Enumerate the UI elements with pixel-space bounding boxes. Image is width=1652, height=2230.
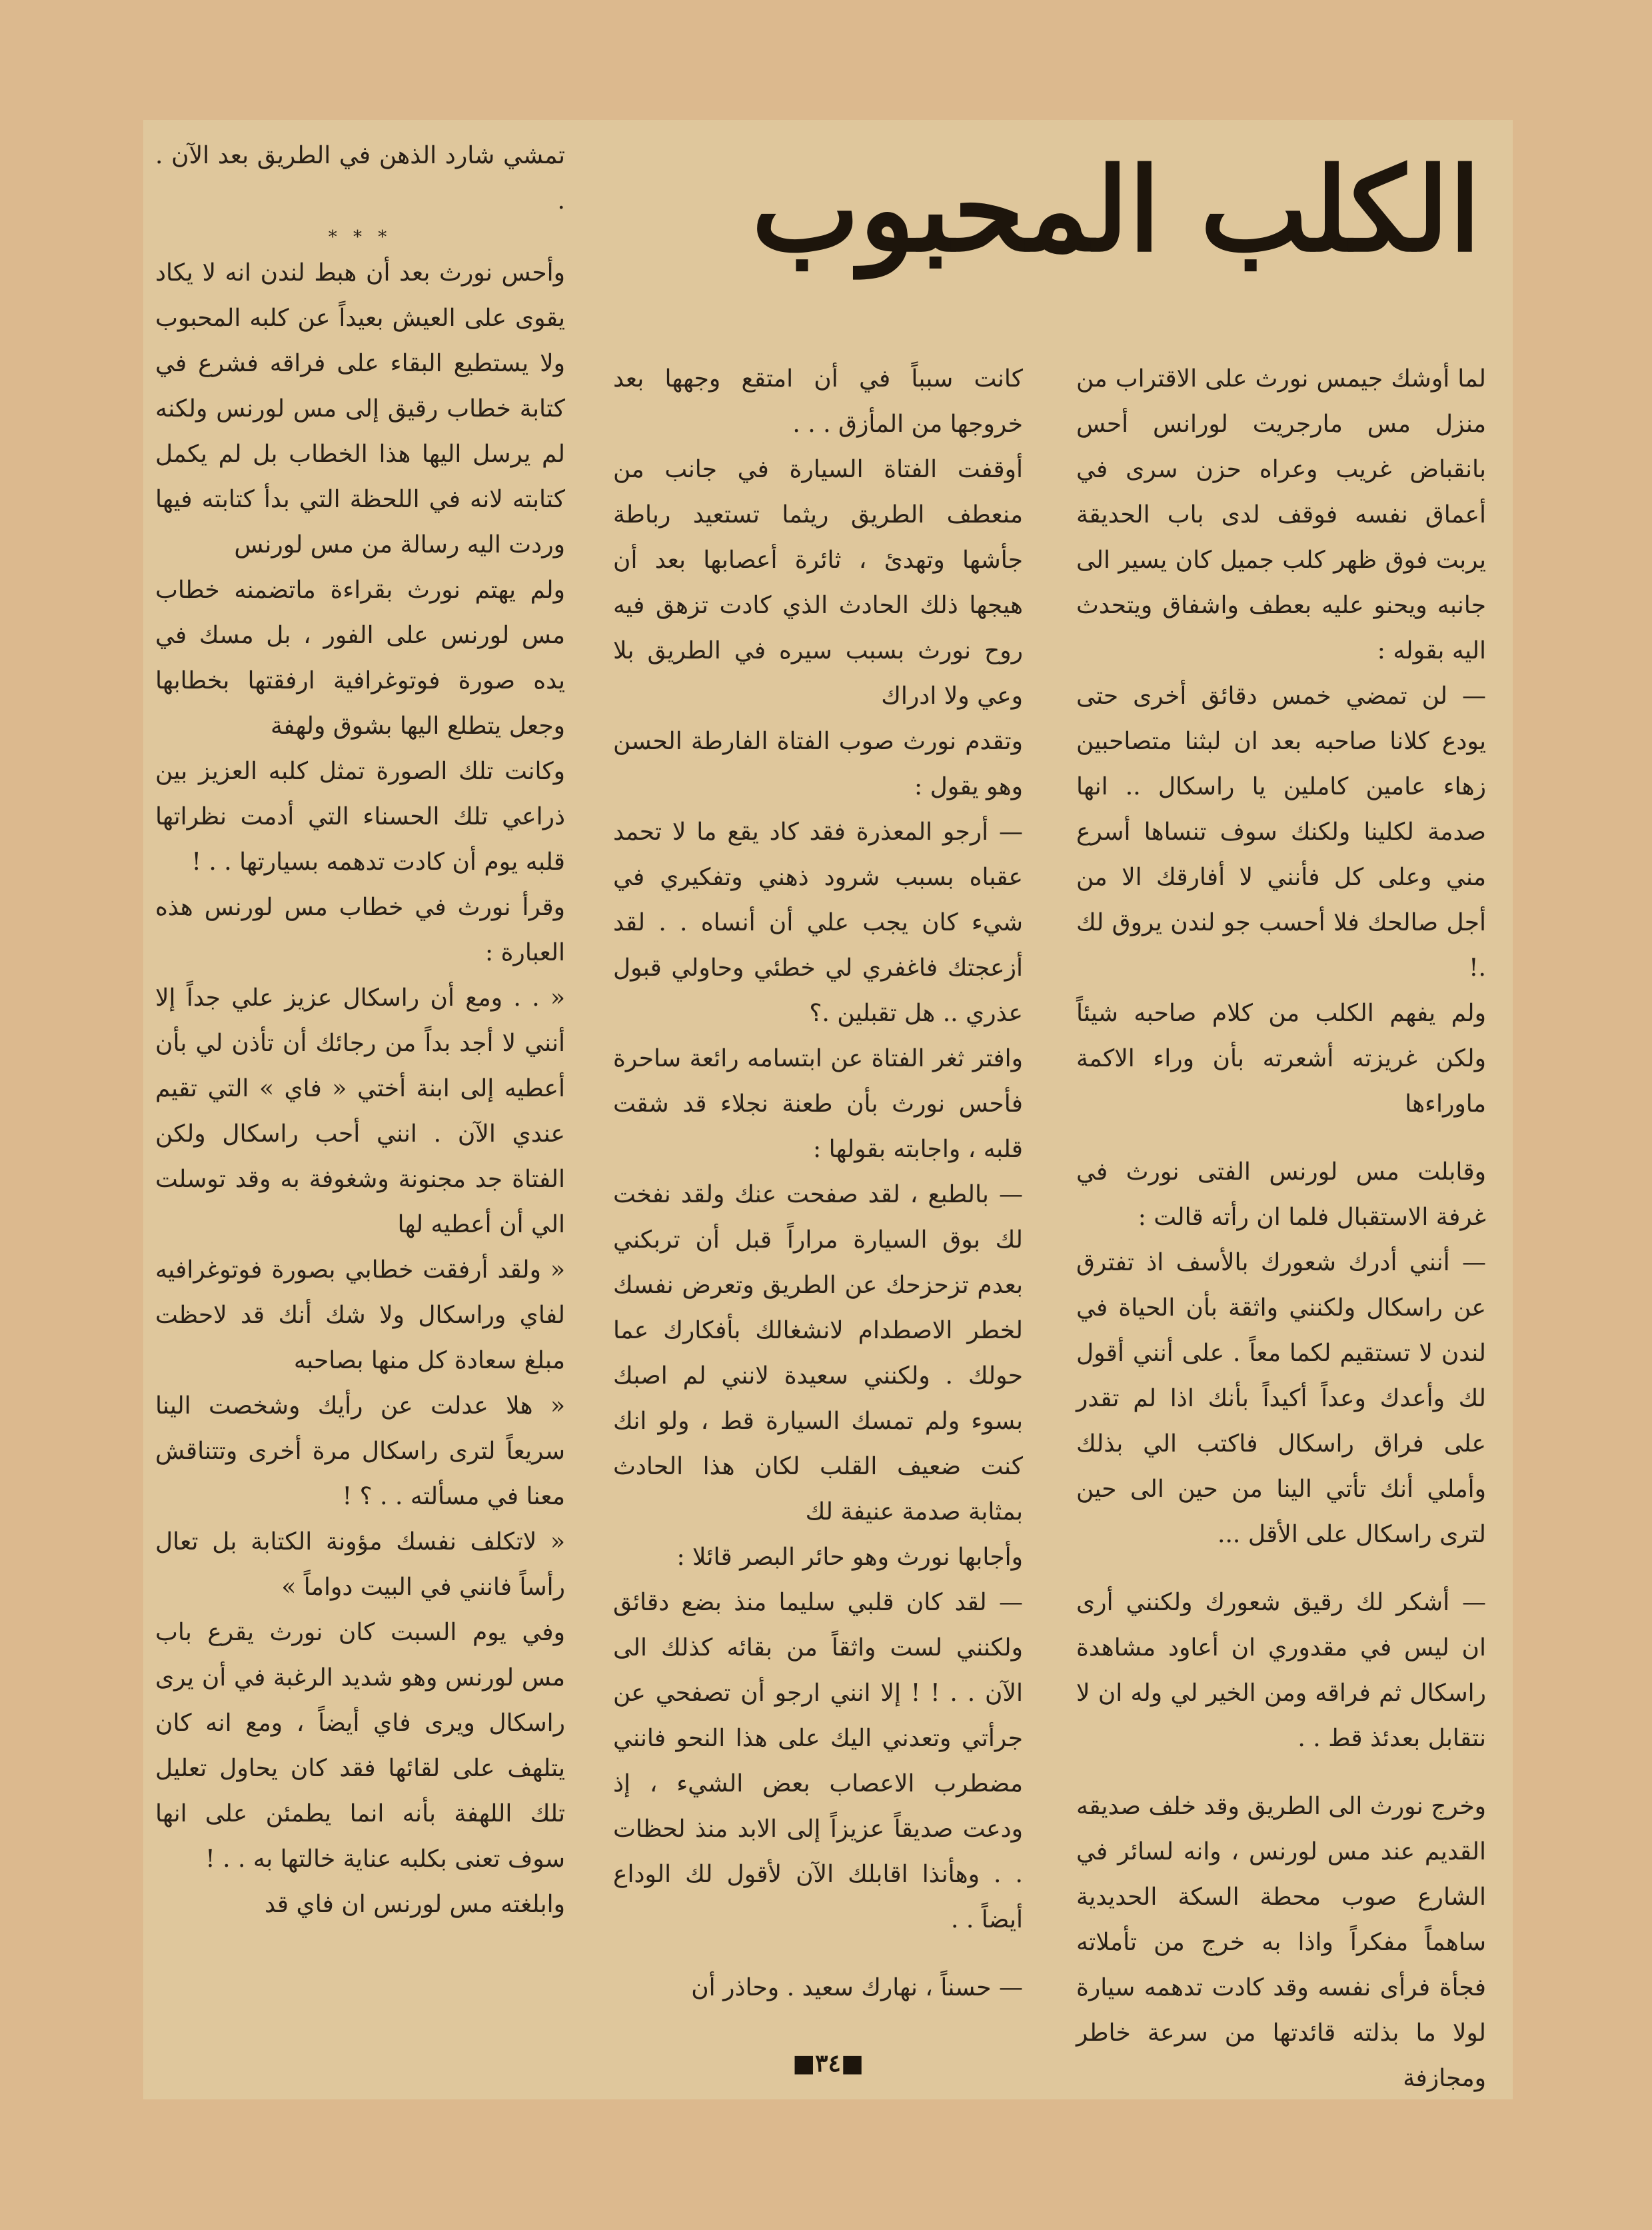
paragraph: « ولقد أرفقت خطابي بصورة فوتوغرافيه لفاي وراسكال ولا شك أنك قد لاحظت مبلغ سعادة كل منها بصاحبه: [155, 1256, 565, 1374]
section-divider-stars: * * *: [328, 227, 393, 247]
paragraph: وافتر ثغر الفتاة عن ابتسامه رائعة ساحرة فأحس نورث بأن طعنة نجلاء قد شقت قلبه ، واجابته بقولها :: [613, 1045, 1023, 1163]
paragraph: — أشكر لك رقيق شعورك ولكنني أرى ان ليس في مقدوري ان أعاود مشاهدة راسكال ثم فراقه ومن الخير لي وله ان لا نتقابل بعدئذ قط . .: [1076, 1589, 1486, 1752]
paragraph: وأحس نورث بعد أن هبط لندن انه لا يكاد يقوى على العيش بعيداً عن كلبه المحبوب ولا يستطيع البقاء على فراقه فشرع في كتابة خطاب رقيق إلى مس لورنس ولكنه لم يرسل اليها هذا الخطاب بل لم يكمل كتابته لانه في اللحظة التي بدأ كتابته فيها وردت اليه رسالة من مس لورنس: [155, 259, 565, 558]
paragraph: — أنني أدرك شعورك بالأسف اذ تفترق عن راسكال ولكنني واثقة بأن الحياة في لندن لا تستقيم لكما معاً . على أنني أقول لك وأعدك وعداً أكيداً بأنك اذا لم تقدر على فراق راسكال فاكتب الي بذلك وأملي أنك تأتي الينا من حين الى حين لترى راسكال على الأقل ...: [1076, 1249, 1486, 1548]
paragraph: وابلغته مس لورنس ان فاي قد: [264, 1891, 565, 1918]
paragraph: كانت سبباً في أن امتقع وجهها بعد خروجها من المأزق . . .: [613, 365, 1023, 438]
paragraph: — حسناً ، نهارك سعيد . وحاذر أن: [691, 1974, 1023, 2001]
paragraph: « لاتكلف نفسك مؤونة الكتابة بل تعال رأساً فانني في البيت دواماً »: [155, 1528, 565, 1601]
paragraph: « هلا عدلت عن رأيك وشخصت الينا سريعاً لترى راسكال مرة أخرى وتتناقش معنا في مسألته . . ؟ !: [155, 1392, 565, 1510]
paragraph: أوقفت الفتاة السيارة في جانب من منعطف الطريق ريثما تستعيد رباطة جأشها وتهدئ ، ثائرة أعصابها بعد أن هيجها ذلك الحادث الذي كادت تزهق فيه روح نورث بسبب سيره في الطريق بلا وعي ولا ادراك: [613, 456, 1023, 710]
paragraph: وكانت تلك الصورة تمثل كلبه العزيز بين ذراعي تلك الحسناء التي أدمت نظراتها قلبه يوم أن كادت تدهمه بسيارتها . . !: [155, 758, 565, 876]
article-title: الكلب المحبوب: [751, 142, 1481, 277]
paragraph: تمشي شارد الذهن في الطريق بعد الآن . .: [155, 142, 565, 215]
paragraph: لما أوشك جيمس نورث على الاقتراب من منزل مس مارجريت لورانس أحس بانقباض غريب وعراه حزن سرى في أعماق نفسه فوقف لدى باب الحديقة يربت فوق ظهر كلب جميل كان يسير الى جانبه ويحنو عليه بعطف واشفاق ويتحدث اليه بقوله :: [1076, 365, 1486, 664]
column-right: [1076, 357, 1486, 2099]
column-middle: [613, 357, 1023, 2011]
paragraph: — لقد كان قلبي سليما منذ بضع دقائق ولكنني لست واثقاً من بقائه كذلك الى الآن . . ! ! إلا انني ارجو أن تصفحي عن جرأتي وتعدني اليك على هذا النحو فانني مضطرب الاعصاب بعض الشيء ، إذ ودعت صديقاً عزيزاً إلى الابد منذ لحظات . . وهأنذا اقابلك الآن لأقول لك الوداع أيضاً . .: [613, 1589, 1023, 1933]
paragraph: وخرج نورث الى الطريق وقد خلف صديقه القديم عند مس لورنس ، وانه لسائر في الشارع صوب محطة السكة الحديدية ساهماً مفكراً واذا به خرج من تأملاته فجأة فرأى نفسه وقد كادت تدهمه سيارة لولا ما بذلته قائدتها من سرعة خاطر ومجازفة: [1076, 1793, 1486, 2092]
paragraph: — لن تمضي خمس دقائق أخرى حتى يودع كلانا صاحبه بعد ان لبثنا متصاحبين زهاء عامين كاملين يا راسكال .. انها صدمة لكلينا ولكنك سوف تنساها أسرع مني وعلى كل فأنني لا أفارقك الا من أجل صالحك فلا أحسب جو لندن يروق لك .!: [1076, 682, 1486, 982]
paragraph: وقرأ نورث في خطاب مس لورنس هذه العبارة :: [155, 894, 565, 966]
paragraph: وفي يوم السبت كان نورث يقرع باب مس لورنس وهو شديد الرغبة في أن يرى راسكال ويرى فاي أيضاً ، ومع انه كان يتلهف على لقائها فقد كان يحاول تعليل تلك اللهفة بأنه انما يطمئن على انها سوف تعنى بكلبه عناية خالتها به . . !: [155, 1619, 565, 1873]
paragraph: « . . ومع أن راسكال عزيز علي جداً إلا أنني لا أجد بداً من رجائك أن تأذن لي بأن أعطيه إلى ابنة أختي « فاي » التي تقيم عندي الآن . انني أحب راسكال ولكن الفتاة جد مجنونة وشغوفة به وقد توسلت الي أن أعطيه لها: [155, 984, 565, 1238]
column-left: [155, 133, 565, 1927]
page-number: ■٣٤■: [792, 2049, 864, 2077]
paragraph: ولم يهتم نورث بقراءة ماتضمنه خطاب مس لورنس على الفور ، بل مسك في يده صورة فوتوغرافية ارفقتها بخطابها وجعل يتطلع اليها بشوق ولهفة: [155, 576, 565, 740]
paragraph: ولم يفهم الكلب من كلام صاحبه شيئاً ولكن غريزته أشعرته بأن وراء الاكمة ماوراءها: [1076, 1000, 1486, 1118]
magazine-page: [143, 120, 1513, 2099]
paragraph: وأجابها نورث وهو حائر البصر قائلا :: [676, 1544, 1023, 1571]
paragraph: — أرجو المعذرة فقد كاد يقع ما لا تحمد عقباه بسبب شرود ذهني وتفكيري في شيء كان يجب علي أن أنساه . . لقد أزعجتك فاغفري لي خطئي وحاولي قبول عذري .. هل تقبلين .؟: [613, 818, 1023, 1027]
paragraph: — بالطبع ، لقد صفحت عنك ولقد نفخت لك بوق السيارة مراراً قبل أن تربكني بعدم تزحزحك عن الطريق وتعرض نفسك لخطر الاصطدام لانشغالك بأفكارك عما حولك . ولكنني سعيدة لانني لم اصبك بسوء ولم تمسك السيارة قط ، ولو انك كنت ضعيف القلب لكان هذا الحادث بمثابة صدمة عنيفة لك: [613, 1181, 1023, 1526]
paragraph: وقابلت مس لورنس الفتى نورث في غرفة الاستقبال فلما ان رأته قالت :: [1076, 1158, 1486, 1231]
paragraph: وتقدم نورث صوب الفتاة الفارطة الحسن وهو يقول :: [613, 728, 1023, 800]
